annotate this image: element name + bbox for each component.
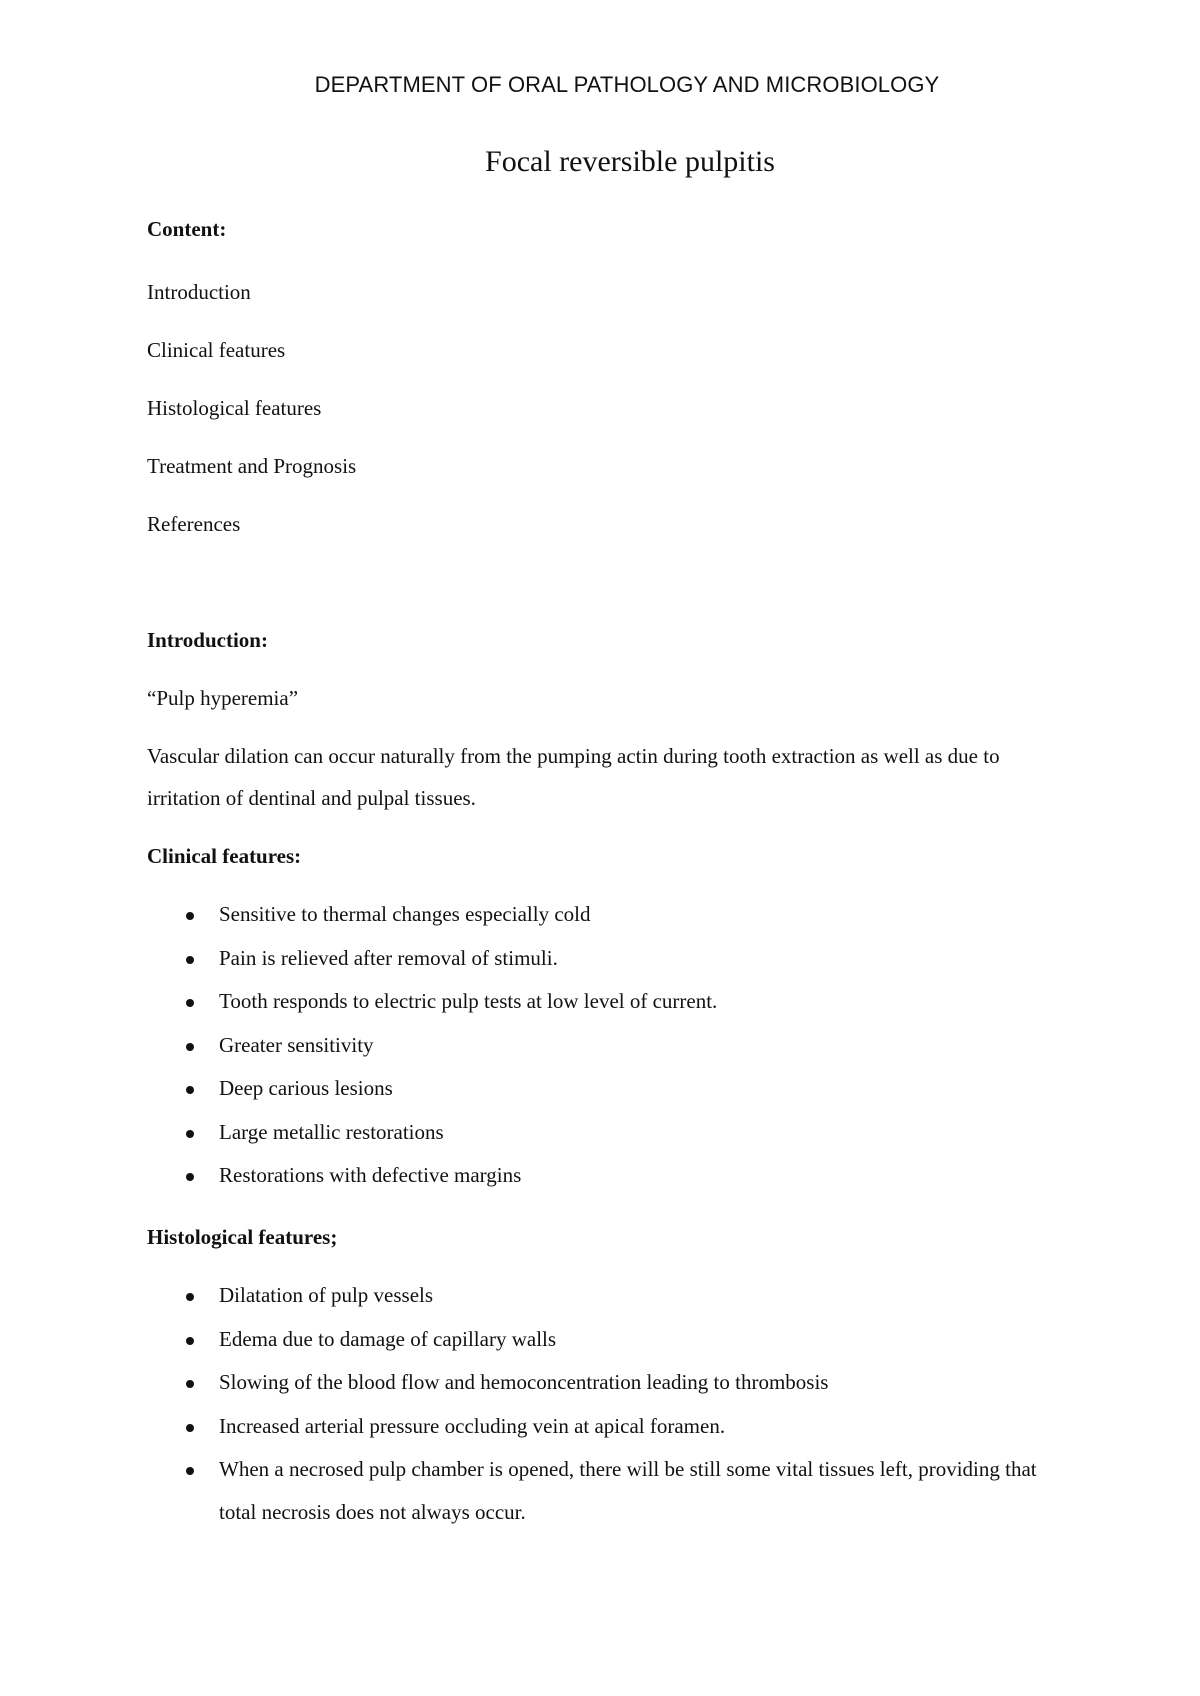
introduction-heading: Introduction: xyxy=(147,628,268,652)
bullet-icon xyxy=(186,956,194,964)
list-item: Slowing of the blood flow and hemoconcentration leading to thrombosis xyxy=(147,1361,1067,1405)
bullet-icon xyxy=(186,1086,194,1094)
bullet-icon xyxy=(186,1467,194,1475)
bullet-icon xyxy=(186,1380,194,1388)
introduction-paragraph: Vascular dilation can occur naturally from the pumping actin during tooth extraction as well as due to irritation of dentinal and pulpal tissues. xyxy=(147,744,1000,810)
histological-features-list xyxy=(147,1274,1067,1534)
list-item: Deep carious lesions xyxy=(147,1067,1067,1111)
clinical-heading-wrap xyxy=(147,835,1067,878)
list-item: Greater sensitivity xyxy=(147,1024,1067,1068)
introduction-section xyxy=(147,619,1067,662)
department-header: DEPARTMENT OF ORAL PATHOLOGY AND MICROBIOLOGY xyxy=(314,72,940,97)
toc-item-introduction: Introduction xyxy=(147,280,251,304)
list-item: Pain is relieved after removal of stimuli. xyxy=(147,937,1067,981)
list-item: Tooth responds to electric pulp tests at low level of current. xyxy=(147,980,1067,1024)
contents-section xyxy=(147,211,1067,553)
bullet-icon xyxy=(186,999,194,1007)
list-item: Edema due to damage of capillary walls xyxy=(147,1318,1067,1362)
list-item: Dilatation of pulp vessels xyxy=(147,1274,1067,1318)
list-item: Restorations with defective margins xyxy=(147,1154,1067,1198)
list-item: Large metallic restorations xyxy=(147,1111,1067,1155)
clinical-list-wrap xyxy=(147,893,1067,1198)
list-item: Increased arterial pressure occluding vein at apical foramen. xyxy=(147,1405,1067,1449)
histological-heading: Histological features; xyxy=(147,1225,338,1249)
histological-list-wrap xyxy=(147,1274,1067,1534)
toc-item-clinical-features: Clinical features xyxy=(147,338,286,362)
bullet-icon xyxy=(186,1337,194,1345)
list-item: When a necrosed pulp chamber is opened, there will be still some vital tissues left, providing that total necrosis does not always occur. xyxy=(147,1448,1067,1534)
clinical-heading: Clinical features: xyxy=(147,844,302,868)
toc-item-histological-features: Histological features xyxy=(147,396,322,420)
bullet-icon xyxy=(186,1173,194,1181)
document-title: Focal reversible pulpitis xyxy=(485,145,775,178)
bullet-icon xyxy=(186,912,194,920)
bullet-icon xyxy=(186,1424,194,1432)
toc-item-references: References xyxy=(147,512,241,536)
clinical-features-list xyxy=(147,893,1067,1198)
toc-item-treatment-prognosis: Treatment and Prognosis xyxy=(147,454,357,478)
introduction-quote: “Pulp hyperemia” xyxy=(147,686,299,710)
bullet-icon xyxy=(186,1293,194,1301)
bullet-icon xyxy=(186,1043,194,1051)
histological-heading-wrap xyxy=(147,1216,1067,1259)
list-item: Sensitive to thermal changes especially cold xyxy=(147,893,1067,937)
bullet-icon xyxy=(186,1130,194,1138)
contents-heading: Content: xyxy=(147,217,227,241)
